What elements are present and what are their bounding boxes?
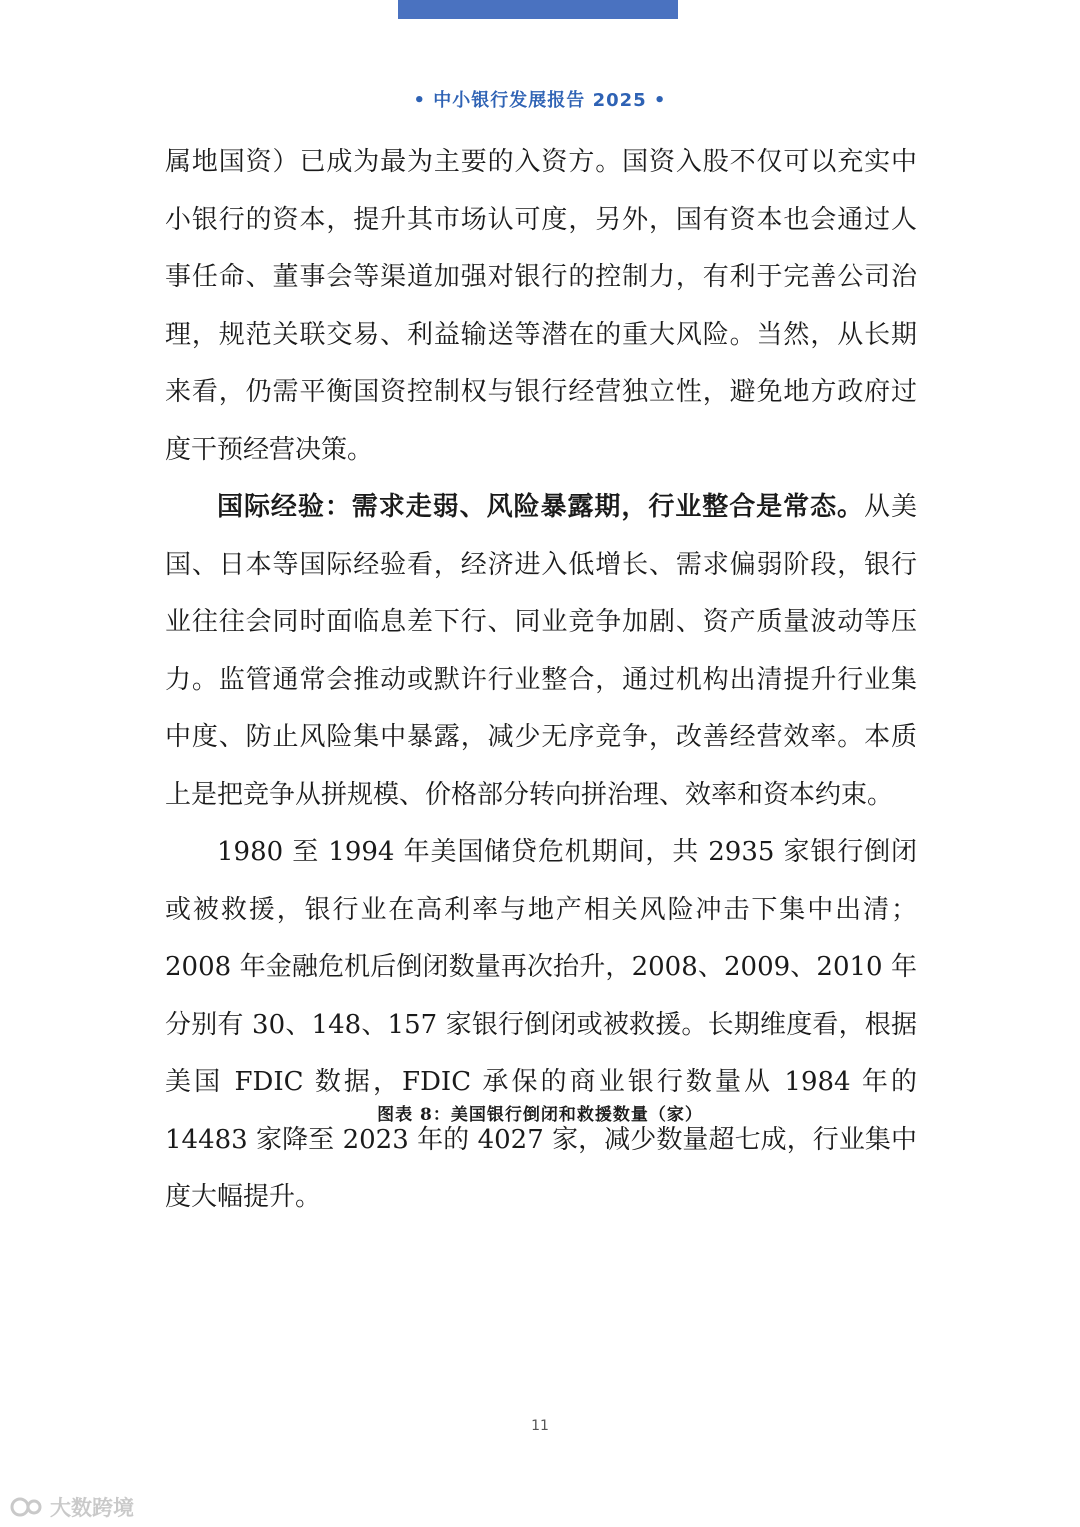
watermark [10, 1492, 134, 1522]
watermark-text: 大数跨境 [50, 1496, 134, 1520]
paragraph-2-lead: 国际经验：需求走弱、风险暴露期，行业整合是常态。 [217, 492, 865, 522]
paragraph-3-text: 1980 至 1994 年美国储贷危机期间，共 2935 家银行倒闭或被救援，银行业在高利率与地产相关风险冲击下集中出清；2008 年金融危机后倒闭数量再次抬升，2008、2009、2010 年分别有 30、148、157 家银行倒闭或被救援。长期维度看，根据美国 FDIC 数据，FDIC 承保的商业银行数量从 1984 年的 14483 家降至 2023 年的 4027 家，减少数量超七成，行业集中度大幅提升。 [165, 837, 917, 1212]
paragraph-1 [165, 134, 917, 479]
paragraph-3 [165, 824, 917, 1227]
paragraph-2 [165, 479, 917, 824]
paragraph-1-text: 属地国资）已成为最为主要的入资方。国资入股不仅可以充实中小银行的资本，提升其市场认可度，另外，国有资本也会通过人事任命、董事会等渠道加强对银行的控制力，有利于完善公司治理，规范关联交易、利益输送等潜在的重大风险。当然，从长期来看，仍需平衡国资控制权与银行经营独立性，避免地方政府过度干预经营决策。 [165, 147, 917, 465]
body-text [165, 134, 917, 1227]
brand-logo-icon [10, 1494, 46, 1520]
page-number: 11 [531, 1418, 549, 1434]
header-accent-bar [398, 0, 678, 19]
running-header: • 中小银行发展报告 2025 • [413, 90, 667, 111]
figure-caption: 图表 8：美国银行倒闭和救援数量（家） [377, 1105, 703, 1125]
paragraph-2-text: 从美国、日本等国际经验看，经济进入低增长、需求偏弱阶段，银行业往往会同时面临息差下行、同业竞争加剧、资产质量波动等压力。监管通常会推动或默许行业整合，通过机构出清提升行业集中度、防止风险集中暴露，减少无序竞争，改善经营效率。本质上是把竞争从拼规模、价格部分转向拼治理、效率和资本约束。 [165, 492, 917, 810]
